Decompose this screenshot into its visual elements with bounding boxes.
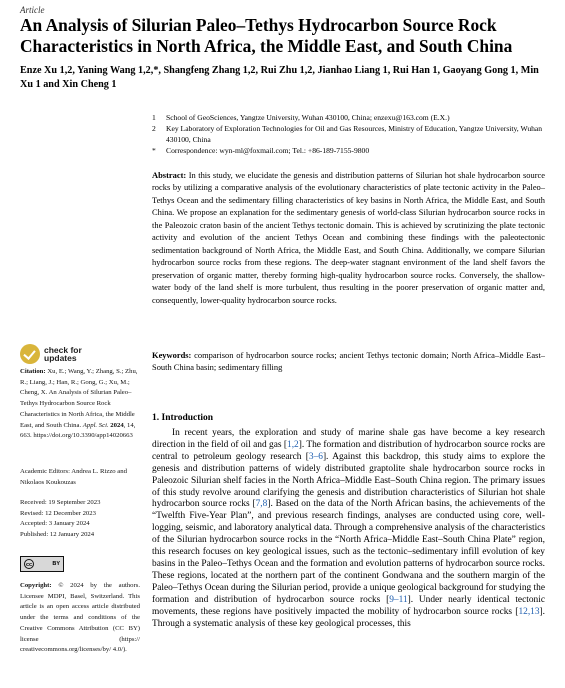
reference-link[interactable]: 3–6 — [308, 451, 323, 462]
correspondence-text: Correspondence: wyn-ml@foxmail.com; Tel.: +86-189-7155-9800 — [166, 146, 370, 155]
abstract-text: In this study, we elucidate the genesis and distribution patterns of Silurian hot shale hydrocarbon source rocks by utilizing a comparative analysis of the evolutionary characteristics of plate tectonic activity in the Paleo–Tethys Ocean and the sedimentary filling characteristics of key basins in North Africa, the Middle East, and South China. We propose an explanation for the sedimentary genesis of world-class Silurian hydrocarbon source rocks in the Paleozoic craton basin of the ancient Tethys tectonic domain. This is achieved by scrutinizing the plate tectonic activity and evolution of the ancient Tethys Ocean and combining these findings with the paleotectonic sedimentation background of North Africa, the Middle East, and South China. Additionally, we compare Silurian hydrocarbon source rocks from these regions. The deep-water stagnant environment of the land shelf favors the preservation of organic matter, thereby forming high-quality hydrocarbon source rocks. Conversely, the shallow-water body of the land shelf is more turbulent, thus resulting in the poorer preservation of organic matter and, consequently, lower-quality hydrocarbon source rocks. — [152, 170, 545, 305]
section-heading-introduction: 1. Introduction — [152, 413, 214, 423]
received-date: Received: 19 September 2023 — [20, 499, 101, 506]
abstract — [152, 169, 545, 306]
affiliation-marker: 1 — [152, 113, 156, 122]
author-list: Enze Xu 1,2, Yaning Wang 1,2,*, Shangfeng Zhang 1,2, Rui Zhu 1,2, Jianhao Liang 1, Rui Han 1, Gaoyang Gong 1, Min Xu 1 and Xin Cheng 1 — [20, 65, 539, 90]
affiliation-text: School of GeoSciences, Yangtze University, Wuhan 430100, China; enzexu@163.com (E.X.) — [166, 113, 450, 122]
reference-link[interactable]: 12,13 — [518, 606, 540, 617]
check-for-updates-badge[interactable] — [20, 344, 82, 364]
badge-line-2: updates — [44, 353, 77, 363]
intro-text: ]. Against this backdrop, this study aims to explore the genesis and distribution patterns of widely distributed graptolite shale hydrocarbon source rocks in Paleozoic Silurian shelf facies in the North Africa–Middle East–South China region. The primary issues of this study revolve around clarifying the genesis and distribution characteristics of Silurian hot shale hydrocarbon source rocks [ — [152, 451, 545, 510]
citation-volume: , 14, 663. — [20, 421, 136, 440]
copyright-label: Copyright: — [20, 582, 52, 589]
affiliation-1 — [152, 112, 552, 123]
citation-label: Citation: — [20, 368, 46, 375]
checkmark-icon — [20, 344, 40, 364]
reference-link[interactable]: 7,8 — [255, 499, 268, 510]
intro-text: ]. Through a systematic analysis of these key geological processes, this — [152, 606, 545, 629]
reference-link[interactable]: 9–11 — [389, 594, 408, 605]
citation-journal: Appl. Sci. — [82, 421, 109, 429]
affiliation-text: Key Laboratory of Exploration Technologies for Oil and Gas Resources, Ministry of Education, Yangtze University, Wuhan 430100, China — [166, 124, 543, 144]
abstract-label: Abstract: — [152, 170, 187, 180]
article-type-label: Article — [20, 5, 45, 15]
affiliation-marker: * — [152, 146, 156, 155]
paper-title: An Analysis of Silurian Paleo–Tethys Hydrocarbon Source Rock Characteristics in North Africa, the Middle East, and South China — [20, 15, 513, 56]
citation-text: Xu, E.; Wang, Y.; Zhang, S.; Zhu, R.; Liang, J.; Han, R.; Gong, G.; Xu, M.; Cheng, X. An Analysis of Silurian Paleo–Tethys Hydrocarbon Source Rock Characteristics in North Africa, the Middle East, and South China. — [20, 368, 138, 429]
correspondence — [152, 145, 552, 156]
keywords — [152, 349, 545, 374]
citation-doi-link[interactable]: https://doi.org/10.3390/app14020663 — [33, 432, 133, 440]
citation-year: 2024 — [110, 421, 124, 429]
academic-editors: Academic Editors: Andrea L. Rizzo and Nikolaos Koukouzas — [20, 468, 127, 486]
published-date: Published: 12 January 2024 — [20, 531, 95, 539]
intro-text: ]. Under nearly identical tectonic movements, these regions have positively impacted the mobility of hydrocarbon source rocks [ — [152, 594, 545, 617]
accepted-date: Accepted: 3 January 2024 — [20, 520, 90, 528]
cc-icon: cc — [24, 559, 34, 569]
cc-by-license-logo[interactable] — [20, 556, 64, 572]
keywords-label: Keywords: — [152, 350, 192, 360]
affiliation-marker: 2 — [152, 124, 156, 133]
affiliation-2 — [152, 123, 552, 145]
badge-line-1: check for — [44, 344, 82, 355]
reference-link[interactable]: 1,2 — [287, 439, 299, 450]
intro-text: ]. The formation and distribution of hydrocarbon source rocks are central to petroleum geology research [ — [152, 439, 546, 462]
revised-date: Revised: 12 December 2023 — [20, 509, 96, 517]
keywords-text: comparison of hydrocarbon source rocks; ancient Tethys tectonic domain; North Africa–Middle East–South China basin; sedimentary filling — [152, 350, 546, 373]
copyright-notice — [20, 581, 140, 656]
by-icon: BY — [52, 561, 60, 567]
publication-dates — [20, 498, 140, 541]
copyright-text: © 2024 by the authors. Licensee MDPI, Basel, Switzerland. This article is an open access article distributed under the terms and conditions of the Creative Commons Attribution (CC BY) license (https:// creativecommons.org/licenses/by/ 4.0/). — [20, 582, 140, 654]
introduction-paragraph — [152, 428, 545, 630]
intro-text: ]. Based on the data of the North African basins, the achievements of the “Twelfth Five-Year Plan”, and previous research findings, analyses are conducted using core, well-logging, seismic, and laboratory analytical data. Through a comprehensive analysis of the characteristics of the Silurian hydrocarbon source rocks in the “North Africa–Middle East–South China Plate” region, this research focuses on key geological issues, such as the tectonic–sedimentary infill evolution of key basins in the Paleo–Tethys Ocean and the formation and evolution patterns of hydrocarbon source rocks. These regions, located at the northern part of the continent Gondwana and the southern margin of the Paleo–Tethys Ocean during the Silurian period, provide a unique geological background for studying the formation and distribution of hydrocarbon source rocks [ — [152, 499, 545, 605]
affiliations — [152, 112, 552, 156]
intro-text: In recent years, the exploration and study of marine shale gas have become a key research direction in the field of oil and gas [ — [152, 428, 545, 450]
citation-block — [20, 367, 140, 442]
